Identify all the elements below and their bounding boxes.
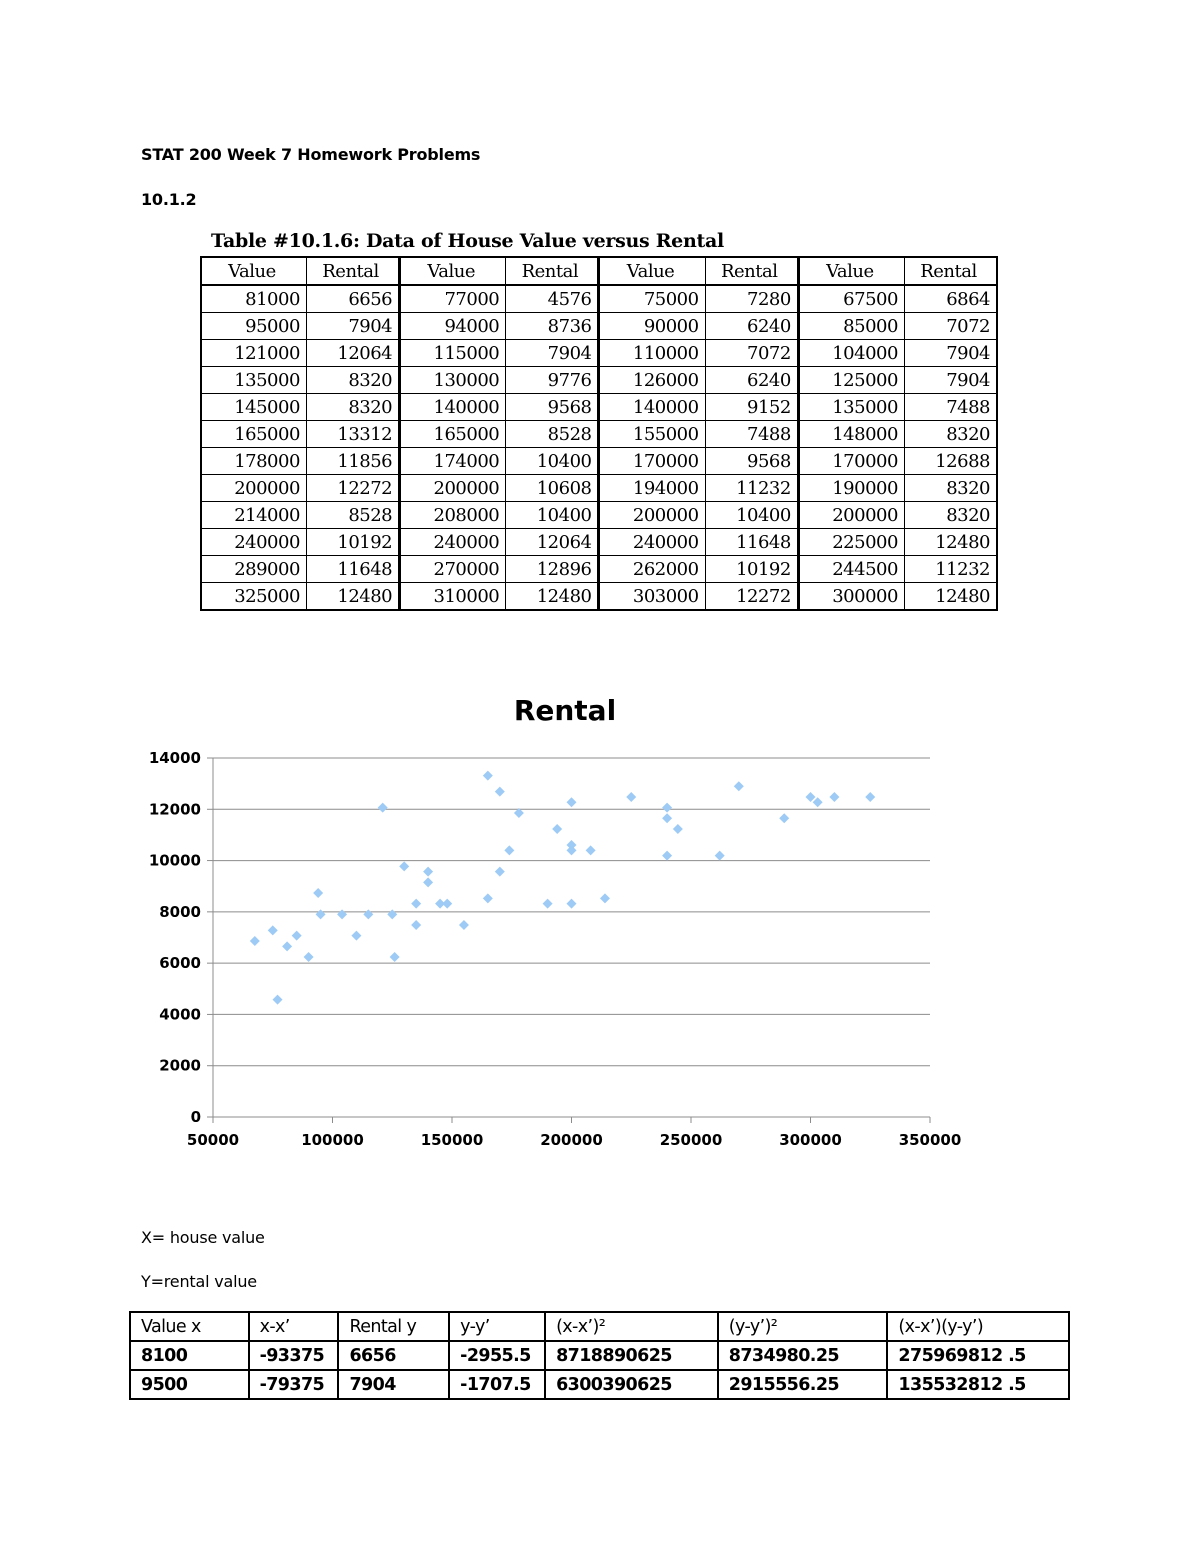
table-cell: 178000 [201,448,306,475]
table-caption: Table #10.1.6: Data of House Value versus Rental [211,230,724,252]
table-cell: 110000 [599,340,705,367]
table-header-row [201,257,997,285]
column-header: Rental [306,257,399,285]
table-cell: 262000 [599,556,705,583]
table-header-row [130,1312,1069,1341]
scatter-point [779,813,789,823]
scatter-point [282,941,292,951]
table-cell: 12480 [306,583,399,611]
scatter-point [567,899,577,909]
table-cell: 170000 [599,448,705,475]
table-cell: 145000 [201,394,306,421]
table-cell: -2955.5 [449,1341,545,1370]
table-cell: 4576 [506,285,599,313]
table-cell: 94000 [400,313,506,340]
table-cell: 77000 [400,285,506,313]
table-cell: 104000 [798,340,904,367]
scatter-point [423,867,433,877]
table-row [130,1341,1069,1370]
table-cell: 165000 [201,421,306,448]
table-cell: 12480 [506,583,599,611]
table-cell: 140000 [599,394,705,421]
table-row [201,502,997,529]
table-cell: 214000 [201,502,306,529]
table-cell: 9776 [506,367,599,394]
table-cell: 130000 [400,367,506,394]
table-cell: 12272 [705,583,798,611]
table-cell: 7488 [705,421,798,448]
y-tick-label: 6000 [159,954,201,973]
x-tick-label: 50000 [186,1131,240,1149]
y-tick-label: 4000 [159,1005,201,1024]
table-cell: 10192 [306,529,399,556]
table-cell: 115000 [400,340,506,367]
y-tick-label: 0 [190,1108,201,1126]
table-cell: 12480 [904,583,997,611]
table-cell: 9568 [506,394,599,421]
table-cell: 7072 [705,340,798,367]
table-cell: 10400 [705,502,798,529]
table-cell: 200000 [201,475,306,502]
table-cell: 6300390625 [545,1370,718,1399]
table-cell: 85000 [798,313,904,340]
column-header: Rental y [338,1312,449,1341]
table-cell: 7904 [506,340,599,367]
table-cell: 240000 [201,529,306,556]
table-cell: 7072 [904,313,997,340]
scatter-point [304,952,314,962]
scatter-point [673,824,683,834]
column-header: x-x’ [249,1312,339,1341]
table-cell: 121000 [201,340,306,367]
table-row [201,313,997,340]
table-cell: 8528 [306,502,399,529]
table-cell: 8718890625 [545,1341,718,1370]
table-cell: 11232 [705,475,798,502]
scatter-point [483,893,493,903]
scatter-point [600,893,610,903]
table-cell: 12480 [904,529,997,556]
table-cell: 190000 [798,475,904,502]
scatter-point [662,803,672,813]
scatter-points [250,771,875,1005]
table-cell: 194000 [599,475,705,502]
column-header: Value x [130,1312,249,1341]
column-header: (x-x’)(y-y’) [887,1312,1069,1341]
table-cell: -79375 [249,1370,339,1399]
deviation-table [129,1311,1070,1400]
column-header: Value [201,257,306,285]
table-cell: 275969812 .5 [887,1341,1069,1370]
scatter-point [411,899,421,909]
table-cell: 9152 [705,394,798,421]
scatter-point [504,845,514,855]
table-row [130,1370,1069,1399]
table-cell: 10608 [506,475,599,502]
table-cell: 6656 [306,285,399,313]
table-row [201,394,997,421]
table-cell: 90000 [599,313,705,340]
table-cell: 6864 [904,285,997,313]
document-title: STAT 200 Week 7 Homework Problems [141,145,481,164]
table-cell: 148000 [798,421,904,448]
table-cell: 10400 [506,448,599,475]
table-cell: 170000 [798,448,904,475]
table-cell: 6240 [705,313,798,340]
table-cell: 125000 [798,367,904,394]
table-cell: 11232 [904,556,997,583]
table-row [201,448,997,475]
y-definition: Y=rental value [141,1272,257,1291]
scatter-point [250,936,260,946]
table-cell: 165000 [400,421,506,448]
scatter-point [399,861,409,871]
table-row [201,475,997,502]
table-cell: -93375 [249,1341,339,1370]
table-cell: 7904 [338,1370,449,1399]
table-cell: 310000 [400,583,506,611]
column-header: Rental [705,257,798,285]
scatter-point [865,792,875,802]
house-value-rental-table [200,256,998,611]
scatter-point [390,952,400,962]
scatter-point [351,931,361,941]
table-cell: 303000 [599,583,705,611]
table-row [201,340,997,367]
table-cell: 240000 [599,529,705,556]
table-row [201,583,997,611]
table-cell: 240000 [400,529,506,556]
scatter-point [459,920,469,930]
column-header: Rental [904,257,997,285]
table-cell: 11648 [705,529,798,556]
y-tick-label: 14000 [148,749,201,767]
table-cell: 6656 [338,1341,449,1370]
y-tick-label: 2000 [159,1056,201,1075]
table-cell: -1707.5 [449,1370,545,1399]
table-cell: 8734980.25 [718,1341,888,1370]
table-cell: 7280 [705,285,798,313]
table-cell: 10400 [506,502,599,529]
table-cell: 8320 [904,475,997,502]
table-cell: 12272 [306,475,399,502]
table-cell: 12064 [306,340,399,367]
scatter-point [423,877,433,887]
scatter-point [626,792,636,802]
table-cell: 8320 [306,394,399,421]
table-cell: 8320 [904,502,997,529]
scatter-point [387,909,397,919]
table-row [201,529,997,556]
rental-scatter-chart [130,680,970,1170]
table-body [201,285,997,610]
table-cell: 8736 [506,313,599,340]
table-cell: 10192 [705,556,798,583]
column-header: Value [400,257,506,285]
table-row [201,556,997,583]
scatter-point [483,771,493,781]
scatter-point [829,792,839,802]
scatter-point [734,781,744,791]
table-cell: 300000 [798,583,904,611]
table-cell: 135532812 .5 [887,1370,1069,1399]
scatter-point [273,995,283,1005]
scatter-point [411,920,421,930]
scatter-point [806,792,816,802]
scatter-point [662,851,672,861]
scatter-point [442,899,452,909]
column-header: Value [798,257,904,285]
scatter-point [378,803,388,813]
table-cell: 244500 [798,556,904,583]
column-header: (x-x’)² [545,1312,718,1341]
x-tick-label: 350000 [898,1131,962,1149]
table-cell: 155000 [599,421,705,448]
table-cell: 12064 [506,529,599,556]
scatter-point [495,787,505,797]
table-cell: 200000 [798,502,904,529]
table-row [201,367,997,394]
scatter-point [268,925,278,935]
x-tick-label: 150000 [420,1131,484,1149]
table-cell: 270000 [400,556,506,583]
table-cell: 67500 [798,285,904,313]
scatter-point [586,845,596,855]
scatter-point [567,797,577,807]
scatter-point [363,909,373,919]
table-cell: 9500 [130,1370,249,1399]
scatter-point [313,888,323,898]
table-cell: 7904 [306,313,399,340]
table-cell: 126000 [599,367,705,394]
table-cell: 174000 [400,448,506,475]
x-tick-label: 100000 [301,1131,364,1149]
scatter-point [662,813,672,823]
table-cell: 7488 [904,394,997,421]
table-cell: 225000 [798,529,904,556]
scatter-point [552,824,562,834]
table-cell: 9568 [705,448,798,475]
table-cell: 11856 [306,448,399,475]
table-row [201,421,997,448]
scatter-point [813,797,823,807]
table-cell: 289000 [201,556,306,583]
chart-title: Rental [513,694,617,727]
scatter-point [292,931,302,941]
x-tick-label: 200000 [540,1131,603,1149]
table-cell: 8528 [506,421,599,448]
x-definition: X= house value [141,1228,265,1247]
table-cell: 325000 [201,583,306,611]
column-header: y-y’ [449,1312,545,1341]
table-cell: 200000 [599,502,705,529]
y-tick-label: 8000 [159,902,201,921]
column-header: (y-y’)² [718,1312,888,1341]
table-cell: 135000 [798,394,904,421]
table-cell: 75000 [599,285,705,313]
table-cell: 2915556.25 [718,1370,888,1399]
table-cell: 81000 [201,285,306,313]
scatter-point [715,851,725,861]
scatter-point [543,899,553,909]
column-header: Rental [506,257,599,285]
scatter-point [337,909,347,919]
problem-number: 10.1.2 [141,190,197,209]
y-tick-label: 12000 [148,800,201,819]
table-cell: 6240 [705,367,798,394]
scatter-point [316,909,326,919]
table-cell: 200000 [400,475,506,502]
x-tick-label: 300000 [779,1131,842,1149]
scatter-point [495,867,505,877]
table-cell: 12688 [904,448,997,475]
table-cell: 8100 [130,1341,249,1370]
table-cell: 12896 [506,556,599,583]
table-cell: 135000 [201,367,306,394]
table-cell: 208000 [400,502,506,529]
table-cell: 8320 [306,367,399,394]
column-header: Value [599,257,705,285]
table-cell: 140000 [400,394,506,421]
table-cell: 13312 [306,421,399,448]
y-tick-label: 10000 [148,851,201,870]
table-cell: 7904 [904,367,997,394]
table-body [130,1341,1069,1399]
table-cell: 7904 [904,340,997,367]
scatter-point [567,845,577,855]
table-row [201,285,997,313]
table-cell: 95000 [201,313,306,340]
table-cell: 8320 [904,421,997,448]
table-cell: 11648 [306,556,399,583]
x-tick-label: 250000 [659,1131,723,1149]
